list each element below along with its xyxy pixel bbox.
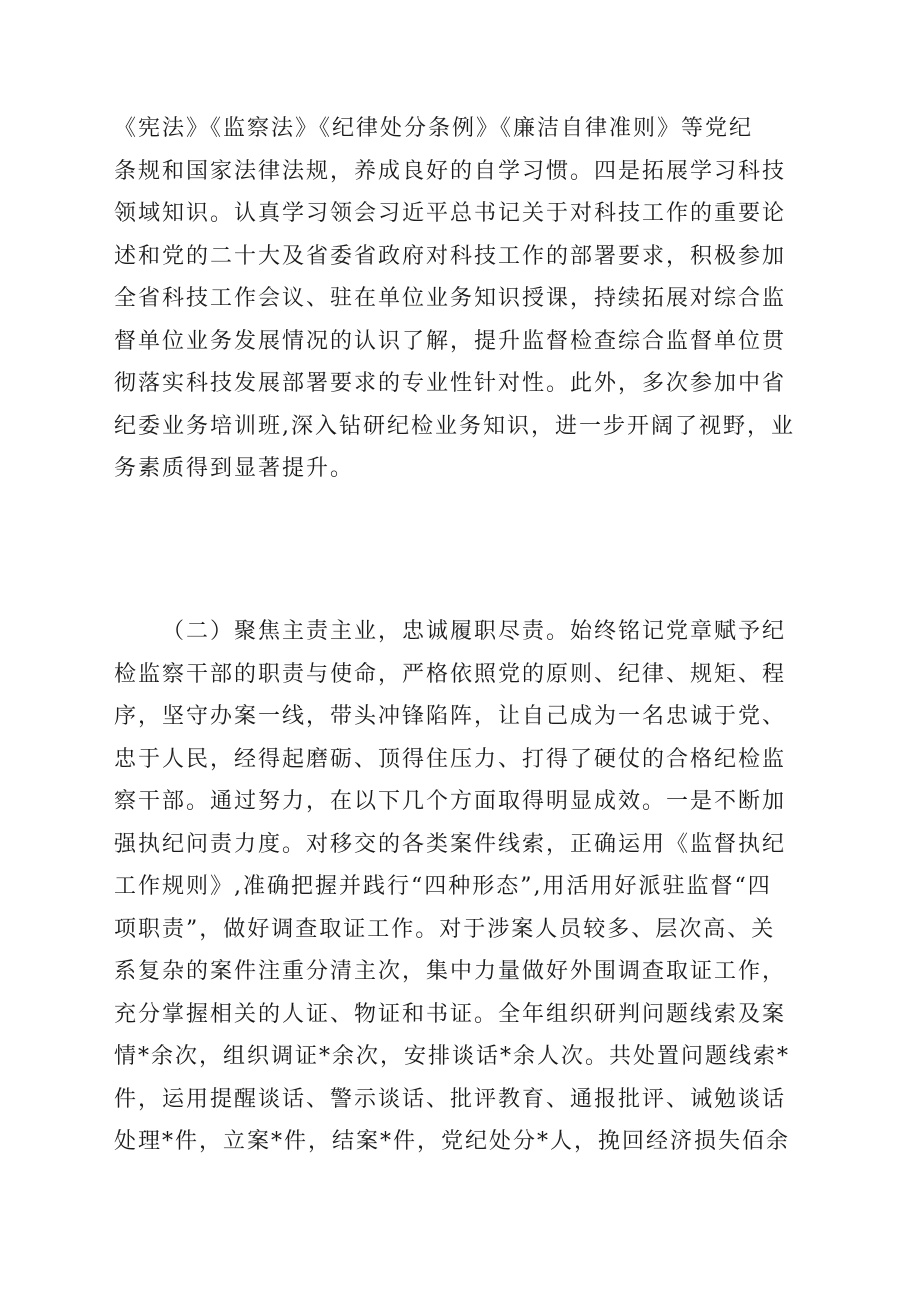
paragraph-1 <box>114 108 794 491</box>
text-line: 件，运用提醒谈话、警示谈话、批评教育、通报批评、诫勉谈话 <box>114 1086 787 1112</box>
text-line: 序，坚守办案一线，带头冲锋陷阵，让自己成为一名忠诚于党、 <box>114 704 787 729</box>
text-line: 领域知识。认真学习领会习近平总书记关于对科技工作的重要论 <box>114 201 787 226</box>
paragraph-2 <box>114 611 794 1164</box>
text-line: 全省科技工作会议、驻在单位业务知识授课，持续拓展对综合监 <box>114 286 787 311</box>
text-line: 忠于人民，经得起磨砺、顶得住压力、打得了硬仗的合格纪检监 <box>114 746 787 772</box>
text-line: 工作规则》,准确把握并践行“四种形态”,用活用好派驻监督“四 <box>114 874 772 899</box>
text-line: 察干部。通过努力，在以下几个方面取得明显成效。一是不断加 <box>114 789 787 814</box>
text-line: 《宪法》《监察法》《纪律处分条例》《廉洁自律准则》等党纪 <box>114 116 754 141</box>
text-line: 项职责”，做好调查取证工作。对于涉案人员较多、层次高、关 <box>114 916 776 942</box>
text-line: 强执纪问责力度。对移交的各类案件线索，正确运用《监督执纪 <box>114 831 787 857</box>
text-line: 处理*件，立案*件，结案*件，党纪处分*人，挽回经济损失佰余 <box>114 1129 791 1154</box>
text-line: 情*余次，组织调证*余次，安排谈话*余人次。共处置问题线索* <box>114 1044 791 1069</box>
text-line: 纪委业务培训班,深入钻研纪检业务知识，进一步开阔了视野，业 <box>114 413 795 439</box>
text-line: 彻落实科技发展部署要求的专业性针对性。此外，多次参加中省 <box>114 371 787 396</box>
text-line: 务素质得到显著提升。 <box>114 456 355 481</box>
text-line: 述和党的二十大及省委省政府对科技工作的部署要求，积极参加 <box>114 243 787 269</box>
text-line: 条规和国家法律法规，养成良好的自学习惯。四是拓展学习科技 <box>114 158 787 184</box>
text-line: 充分掌握相关的人证、物证和书证。全年组织研判问题线索及案 <box>114 1001 787 1027</box>
text-line: 检监察干部的职责与使命，严格依照党的原则、纪律、规矩、程 <box>114 661 787 687</box>
text-line: 督单位业务发展情况的认识了解，提升监督检查综合监督单位贯 <box>114 328 787 354</box>
text-line: 系复杂的案件注重分清主次，集中力量做好外围调查取证工作， <box>114 959 787 984</box>
text-line: （二）聚焦主责主业，忠诚履职尽责。始终铭记党章赋予纪 <box>162 619 787 644</box>
